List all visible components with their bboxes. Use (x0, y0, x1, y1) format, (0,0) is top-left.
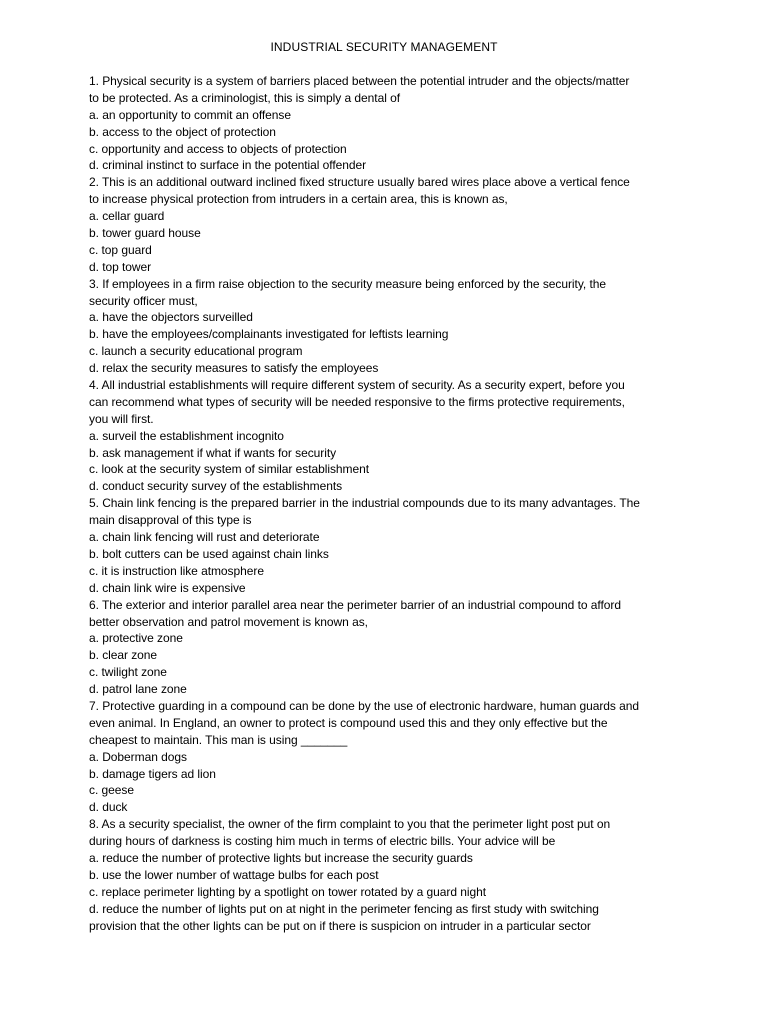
text-line: 8. As a security specialist, the owner of the firm complaint to you that the perimeter light post put on (89, 817, 611, 832)
text-line: security officer must, (89, 293, 198, 308)
text-line: b. damage tigers ad lion (89, 766, 216, 781)
text-line: d. top tower (89, 259, 152, 274)
text-line: a. protective zone (89, 631, 183, 646)
text-line: b. clear zone (89, 648, 158, 663)
text-line: can recommend what types of security will be needed responsive to the firms protective requirements, (89, 394, 625, 409)
text-line: d. conduct security survey of the establishments (89, 479, 343, 494)
document-title: INDUSTRIAL SECURITY MANAGEMENT (270, 40, 498, 54)
text-line: 6. The exterior and interior parallel area near the perimeter barrier of an industrial compound to afford (89, 597, 621, 612)
text-line: better observation and patrol movement is known as, (89, 614, 368, 629)
text-line: d. duck (89, 800, 128, 815)
text-line: d. relax the security measures to satisfy the employees (89, 361, 379, 376)
text-line: b. tower guard house (89, 226, 201, 241)
text-line: c. launch a security educational program (89, 344, 303, 359)
text-line: 1. Physical security is a system of barriers placed between the potential intruder and the objects/matter (89, 74, 630, 88)
text-line: 2. This is an additional outward inclined fixed structure usually bared wires place above a vertical fence (89, 175, 630, 190)
text-line: to be protected. As a criminologist, this is simply a dental of (89, 90, 401, 105)
text-line: to increase physical protection from intruders in a certain area, this is known as, (89, 192, 508, 207)
text-line: c. twilight zone (89, 665, 167, 680)
text-line: main disapproval of this type is (89, 513, 252, 528)
text-line: 4. All industrial establishments will require different system of security. As a security expert, before you (89, 378, 625, 393)
text-line: provision that the other lights can be put on if there is suspicion on intruder in a particular sector (89, 918, 591, 933)
text-line: c. replace perimeter lighting by a spotlight on tower rotated by a guard night (89, 884, 486, 899)
text-line: c. top guard (89, 242, 152, 257)
text-line: b. access to the object of protection (89, 124, 276, 139)
text-line: 7. Protective guarding in a compound can be done by the use of electronic hardware, human guards and (89, 698, 640, 713)
text-line: a. an opportunity to commit an offense (89, 107, 292, 122)
text-line: 5. Chain link fencing is the prepared barrier in the industrial compounds due to its many advantages. The (89, 496, 640, 511)
text-line: a. reduce the number of protective lights but increase the security guards (89, 850, 473, 865)
text-line: d. patrol lane zone (89, 682, 187, 697)
text-line: a. surveil the establishment incognito (89, 428, 284, 443)
document-body (89, 73, 685, 934)
text-line: 3. If employees in a firm raise objection to the security measure being enforced by the security, the (89, 276, 606, 291)
text-line: d. criminal instinct to surface in the potential offender (89, 158, 367, 173)
text-line: cheapest to maintain. This man is using _______ (89, 732, 348, 747)
text-line: d. reduce the number of lights put on at night in the perimeter fencing as first study with switching (89, 901, 599, 916)
text-line: d. chain link wire is expensive (89, 580, 246, 595)
text-line: a. cellar guard (89, 209, 165, 224)
text-line: c. opportunity and access to objects of protection (89, 141, 347, 156)
text-line: b. bolt cutters can be used against chain links (89, 546, 329, 561)
text-line: a. chain link fencing will rust and deteriorate (89, 530, 320, 545)
text-line: a. have the objectors surveilled (89, 310, 253, 325)
text-line: b. ask management if what if wants for security (89, 445, 337, 460)
text-line: during hours of darkness is costing him much in terms of electric bills. Your advice will be (89, 834, 556, 849)
text-line: c. look at the security system of similar establishment (89, 462, 370, 477)
text-line: even animal. In England, an owner to protect is compound used this and they only effective but the (89, 715, 608, 730)
text-line: c. geese (89, 783, 134, 798)
text-line: you will first. (89, 411, 154, 426)
text-line: b. have the employees/complainants investigated for leftists learning (89, 327, 449, 342)
text-line: c. it is instruction like atmosphere (89, 563, 264, 578)
text-line: b. use the lower number of wattage bulbs for each post (89, 867, 379, 882)
text-line: a. Doberman dogs (89, 749, 187, 764)
